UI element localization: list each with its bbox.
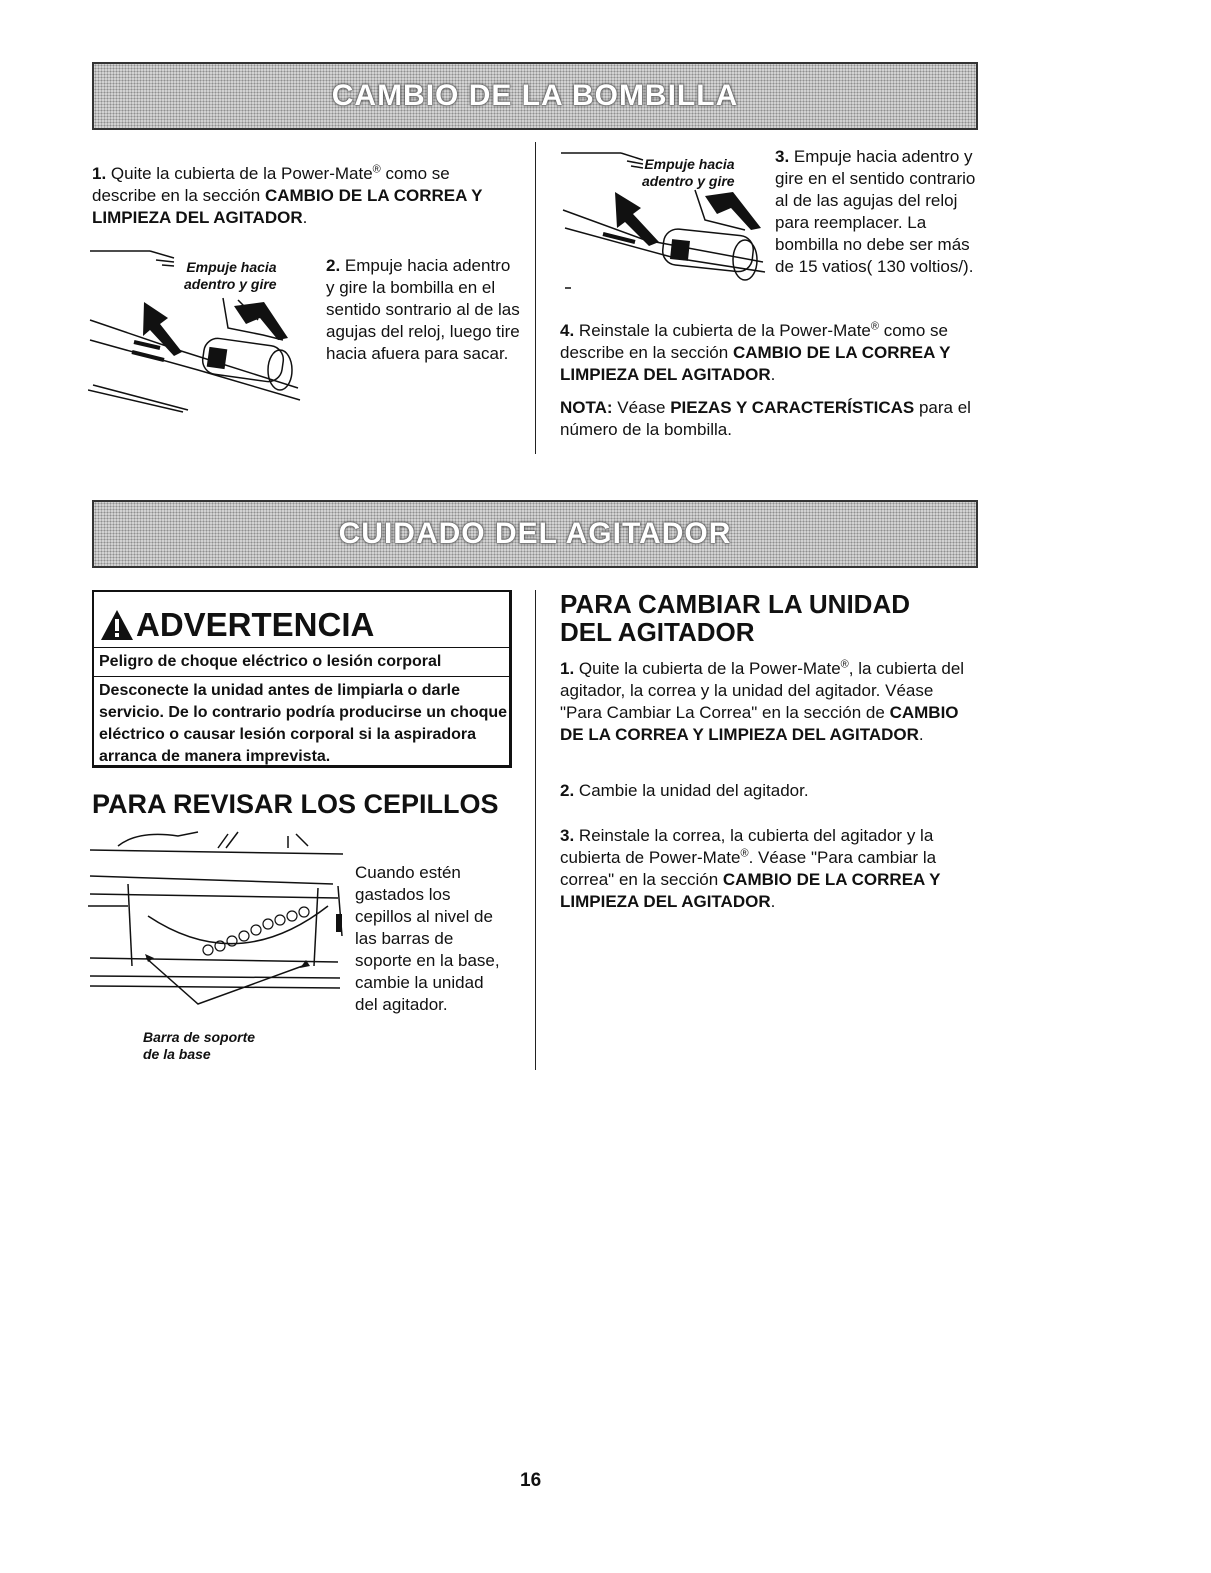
brushes-text: Cuando estén gastados los cepillos al nivel de las barras de soporte en la base, cambie la unidad del agitador. xyxy=(355,863,500,1014)
section-banner-bulb xyxy=(92,62,978,130)
section-heading-agitator: CUIDADO DEL AGITADOR xyxy=(338,517,732,550)
bulb-step-3: 3. Empuje hacia adentro y gire en el sentido contrario al de las agujas del reloj para reemplacer. La bombilla no debe ser más de 15 vatios( 130 voltios/). xyxy=(775,147,976,276)
replace-agitator-heading: PARA CAMBIAR LA UNIDAD DEL AGITADOR xyxy=(560,589,911,647)
warning-triangle-icon xyxy=(100,609,134,641)
bulb-step-1: 1. Quite la cubierta de la Power-Mate® como se describe en la sección CAMBIO DE LA CORREA Y LIMPIEZA DEL AGITADOR. xyxy=(92,163,483,227)
warning-box xyxy=(92,590,512,768)
page-number: 16 xyxy=(520,1470,542,1491)
section-heading-bulb: CAMBIO DE LA BOMBILLA xyxy=(331,79,739,112)
column-divider-top xyxy=(535,142,536,454)
warning-divider xyxy=(94,676,509,677)
replace-step-3: 3. Reinstale la correa, la cubierta del agitador y la cubierta de Power-Mate®. Véase "Para cambiar la correa" en la sección CAMBIO DE LA CORREA Y LIMPIEZA DEL AGITADOR. xyxy=(560,826,941,911)
push-turn-label-left: Empuje hacia adentro y gire xyxy=(184,259,277,292)
bulb-step-4: 4. Reinstale la cubierta de la Power-Mate® como se describe en la sección CAMBIO DE LA CORREA Y LIMPIEZA DEL AGITADOR. xyxy=(560,320,951,384)
replace-step-1: 1. Quite la cubierta de la Power-Mate®, la cubierta del agitador, la correa y la unidad del agitador. Véase "Para Cambiar La Correa" en la sección de CAMBIO DE LA CORREA Y LIMPIEZA DEL AGITADOR. xyxy=(560,658,965,744)
replace-step-2: 2. Cambie la unidad del agitador. xyxy=(560,781,809,800)
column-divider-bottom xyxy=(535,590,536,1070)
warning-instructions: Desconecte la unidad antes de limpiarla o darle servicio. De lo contrario podría producirse un choque eléctrico o causar lesión corporal si la aspiradora arranca de manera imprevista. xyxy=(99,682,508,765)
section-banner-agitator xyxy=(92,500,978,568)
support-bar-label: Barra de soporte de la base xyxy=(143,1029,256,1062)
bulb-install-illustration xyxy=(555,140,773,295)
brushes-heading: PARA REVISAR LOS CEPILLOS xyxy=(92,789,499,819)
push-turn-label-right: Empuje hacia adentro y gire xyxy=(642,156,735,189)
bulb-removal-illustration xyxy=(88,240,313,415)
bulb-step-2: 2. Empuje hacia adentro y gire la bombilla en el sentido sontrario al de las agujas del reloj, luego tire hacia afuera para sacar. xyxy=(326,256,520,363)
warning-divider xyxy=(94,647,509,648)
warning-title: ADVERTENCIA xyxy=(100,606,374,644)
warning-hazard: Peligro de choque eléctrico o lesión corporal xyxy=(99,653,442,670)
bulb-note: NOTA: Véase PIEZAS Y CARACTERÍSTICAS para el número de la bombilla. xyxy=(560,398,971,439)
brushes-illustration xyxy=(88,826,350,1006)
